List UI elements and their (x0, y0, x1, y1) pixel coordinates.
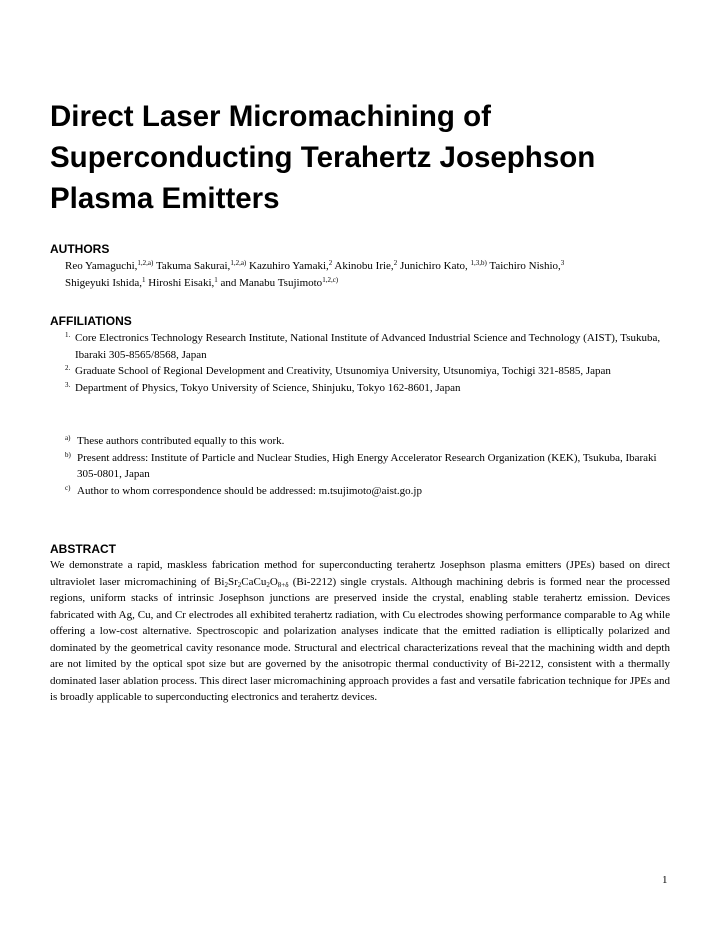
affiliation-list (65, 330, 675, 396)
formula-subscript: 2 (266, 580, 270, 589)
note-text: These authors contributed equally to this work. (77, 435, 285, 447)
page-number: 1 (662, 874, 668, 886)
author-name: Takuma Sakurai, (155, 260, 231, 272)
author-affiliation-mark: 1,2,c) (322, 276, 339, 284)
author-affiliation-mark: 2 (328, 259, 333, 267)
author-list (65, 258, 680, 292)
author-name: Hiroshi Eisaki, (148, 277, 215, 289)
author-note: a) These authors contributed equally to this work. (65, 434, 285, 447)
author-line (65, 275, 680, 292)
author-name: Kazuhiro Yamaki, (249, 260, 329, 272)
affiliation-text: Core Electronics Technology Research Institute, National Institute of Advanced Industrial Science and Technology (AIST), Tsukuba, Ibaraki 305-8565/8568, Japan (75, 332, 661, 361)
formula-part: O (269, 575, 278, 588)
author-name: and Manabu Tsujimoto (220, 277, 323, 289)
note-text: Present address: Institute of Particle and Nuclear Studies, High Energy Accelerator Research Organization (KEK), Tsukuba, Ibaraki 305-0801, Japan (77, 451, 657, 480)
formula-part: Sr (227, 575, 238, 588)
author-line (65, 258, 680, 275)
affiliation-item: 1. Core Electronics Technology Research Institute, National Institute of Advanced Industrial Science and Technology (AIST), Tsukuba, Ibaraki 305-8565/8568, Japan (65, 331, 661, 361)
author-note: c) Author to whom correspondence should be addressed: m.tsujimoto@aist.go.jp (65, 483, 422, 497)
author-name: Taichiro Nishio, (489, 260, 561, 272)
author-note: b) Present address: Institute of Particle and Nuclear Studies, High Energy Accelerator Research Organization (KEK), Tsukuba, Ibaraki 305-0801, Japan (65, 450, 657, 480)
author-name: Akinobu Irie, (334, 260, 394, 272)
formula-subscript: 8+δ (277, 580, 289, 589)
abstract-part: (Bi-2212) single crystals. Although machining debris is formed near the processed regions, uniform stacks of intrinsic Josephson junctions are preserved inside the crystal, enabling stable terahertz emission. Devices fabricated with Ag, Cu, and Cr electrodes all exhibited terahertz radiation, with Cu electrodes showing performance comparable to Ag while offering a low-cost alternative. Spectroscopic and polarization analyses indicate that the emitted radiation is elliptically polarized and dominated by the geometrical cavity resonance mode. Structural and electrical characterizations reveal that the machining width and depth are not limited by the optical spot size but are governed by the anisotropic thermal conductivity of Bi-2212, consistent with a thermally dominated laser ablation process. This direct laser micromachining approach provides a fast and versatile fabrication technique for JPEs and is broadly applicable to superconducting electronics and terahertz devices. (50, 575, 670, 703)
authors-heading: AUTHORS (50, 242, 110, 256)
author-affiliation-mark: 2 (393, 259, 398, 267)
author-affiliation-mark: 1 (214, 276, 218, 284)
affiliation-text: Graduate School of Regional Development and Creativity, Utsunomiya University, Utsunomiya, Tochigi 321-8585, Japan (75, 365, 611, 377)
title-line: Plasma Emitters (50, 182, 280, 215)
author-name: Reo Yamaguchi, (65, 260, 138, 272)
author-affiliation-mark: 3 (560, 259, 565, 267)
note-text: Author to whom correspondence should be addressed: m.tsujimoto@aist.go.jp (77, 484, 422, 497)
abstract-part: We demonstrate a rapid, maskless fabrication method for superconducting terahertz Josephson plasma emitters (JPEs) based on direct ultraviolet laser micromachining of Bi (50, 559, 670, 588)
formula-subscript: 2 (237, 580, 242, 589)
title-line: Superconducting Terahertz Josephson (50, 141, 596, 174)
author-affiliation-mark: 1,2,a) (230, 259, 247, 267)
affiliation-item: 2. Graduate School of Regional Development and Creativity, Utsunomiya University, Utsunomiya, Tochigi 321-8585, Japan (65, 364, 611, 377)
author-name: Junichiro Kato, (399, 260, 468, 272)
author-affiliation-mark: 1,3,b) (470, 259, 487, 267)
affiliation-item: 3. Department of Physics, Tokyo University of Science, Shinjuku, Tokyo 162-8601, Japan (65, 380, 461, 394)
formula-part: CaCu (241, 575, 267, 588)
affiliation-text: Department of Physics, Tokyo University of Science, Shinjuku, Tokyo 162-8601, Japan (75, 381, 461, 394)
author-name: Shigeyuki Ishida, (65, 277, 142, 289)
author-notes (65, 433, 675, 499)
abstract-text (50, 557, 670, 706)
abstract-heading: ABSTRACT (50, 542, 116, 556)
title-line: Direct Laser Micromachining of (50, 100, 491, 133)
author-affiliation-mark: 1,2,a) (137, 259, 154, 267)
affiliations-heading: AFFILIATIONS (50, 314, 132, 328)
paper-title (50, 96, 680, 219)
author-affiliation-mark: 1 (142, 276, 146, 284)
formula-subscript: 2 (224, 580, 228, 589)
